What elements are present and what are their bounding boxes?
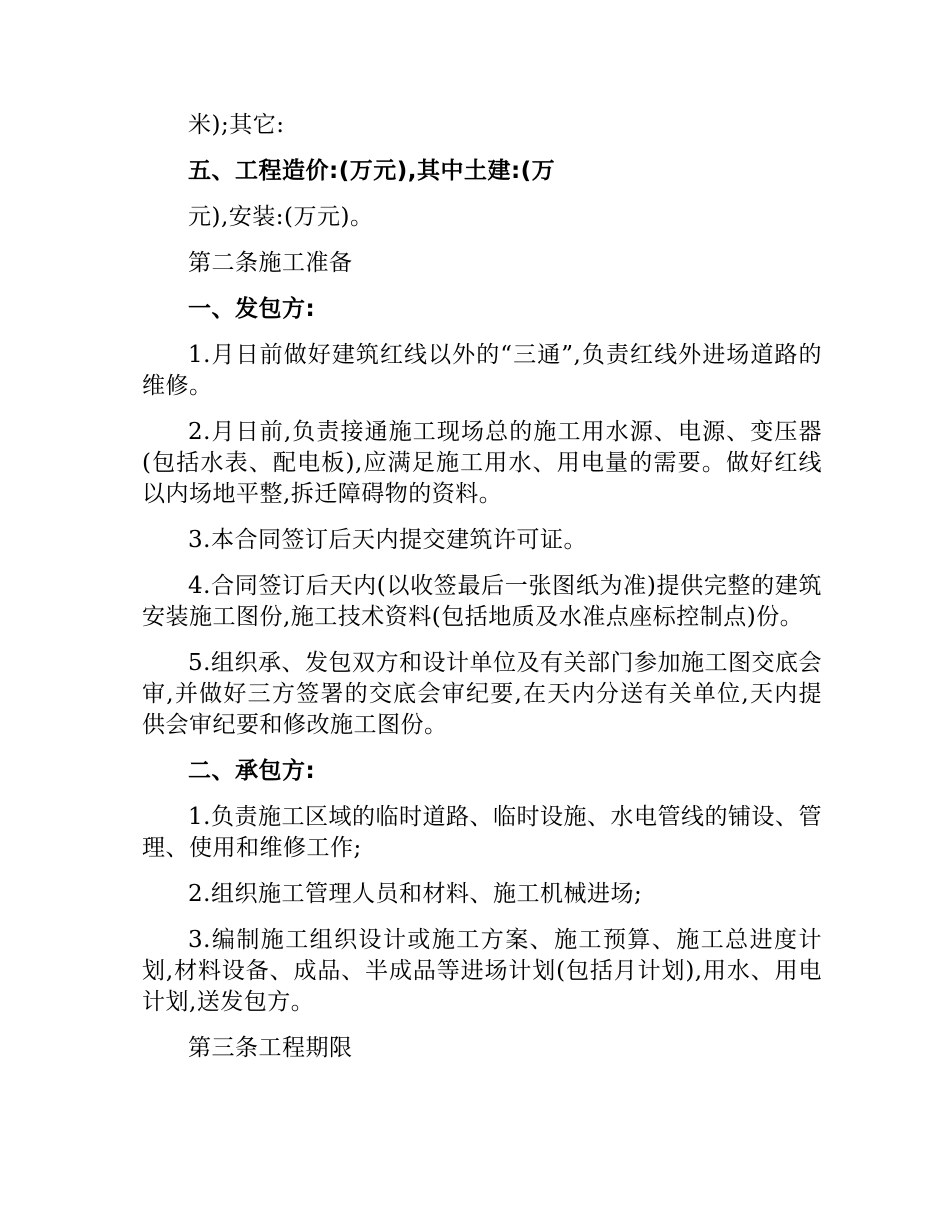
- employer-item-1: 1.月日前做好建筑红线以外的“三通”,负责红线外进场道路的维修。: [142, 342, 822, 399]
- contractor-item-1: 1.负责施工区域的临时道路、临时设施、水电管线的铺设、管理、使用和维修工作;: [142, 804, 822, 861]
- paragraph-unit-remainder: 米);其它:: [188, 112, 285, 138]
- employer-item-3: 3.本合同签订后天内提交建筑许可证。: [188, 527, 587, 553]
- employer-item-5: 5.组织承、发包双方和设计单位及有关部门参加施工图交底会审,并做好三方签署的交底会审纪要,在天内分送有关单位,天内提供会审纪要和修改施工图份。: [142, 650, 822, 738]
- paragraph-cost-install: 元),安装:(万元)。: [188, 204, 374, 230]
- heading-contractor: 二、承包方:: [188, 758, 316, 784]
- contractor-item-2: 2.组织施工管理人员和材料、施工机械进场;: [188, 881, 643, 907]
- contractor-item-3: 3.编制施工组织设计或施工方案、施工预算、施工总进度计划,材料设备、成品、半成品等进场计划(包括月计划),用水、用电计划,送发包方。: [142, 927, 822, 1015]
- employer-item-2: 2.月日前,负责接通施工现场总的施工用水源、电源、变压器(包括水表、配电板),应满足施工用水、用电量的需要。做好红线以内场地平整,拆迁障碍物的资料。: [142, 419, 822, 507]
- article-two-title: 第二条施工准备: [188, 250, 353, 276]
- heading-project-cost: 五、工程造价:(万元),其中土建:(万: [188, 158, 556, 184]
- article-three-title: 第三条工程期限: [188, 1035, 353, 1061]
- document-page: [142, 110, 822, 1079]
- heading-employer: 一、发包方:: [188, 296, 316, 322]
- employer-item-4: 4.合同签订后天内(以收签最后一张图纸为准)提供完整的建筑安装施工图份,施工技术资料(包括地质及水准点座标控制点)份。: [142, 573, 822, 630]
